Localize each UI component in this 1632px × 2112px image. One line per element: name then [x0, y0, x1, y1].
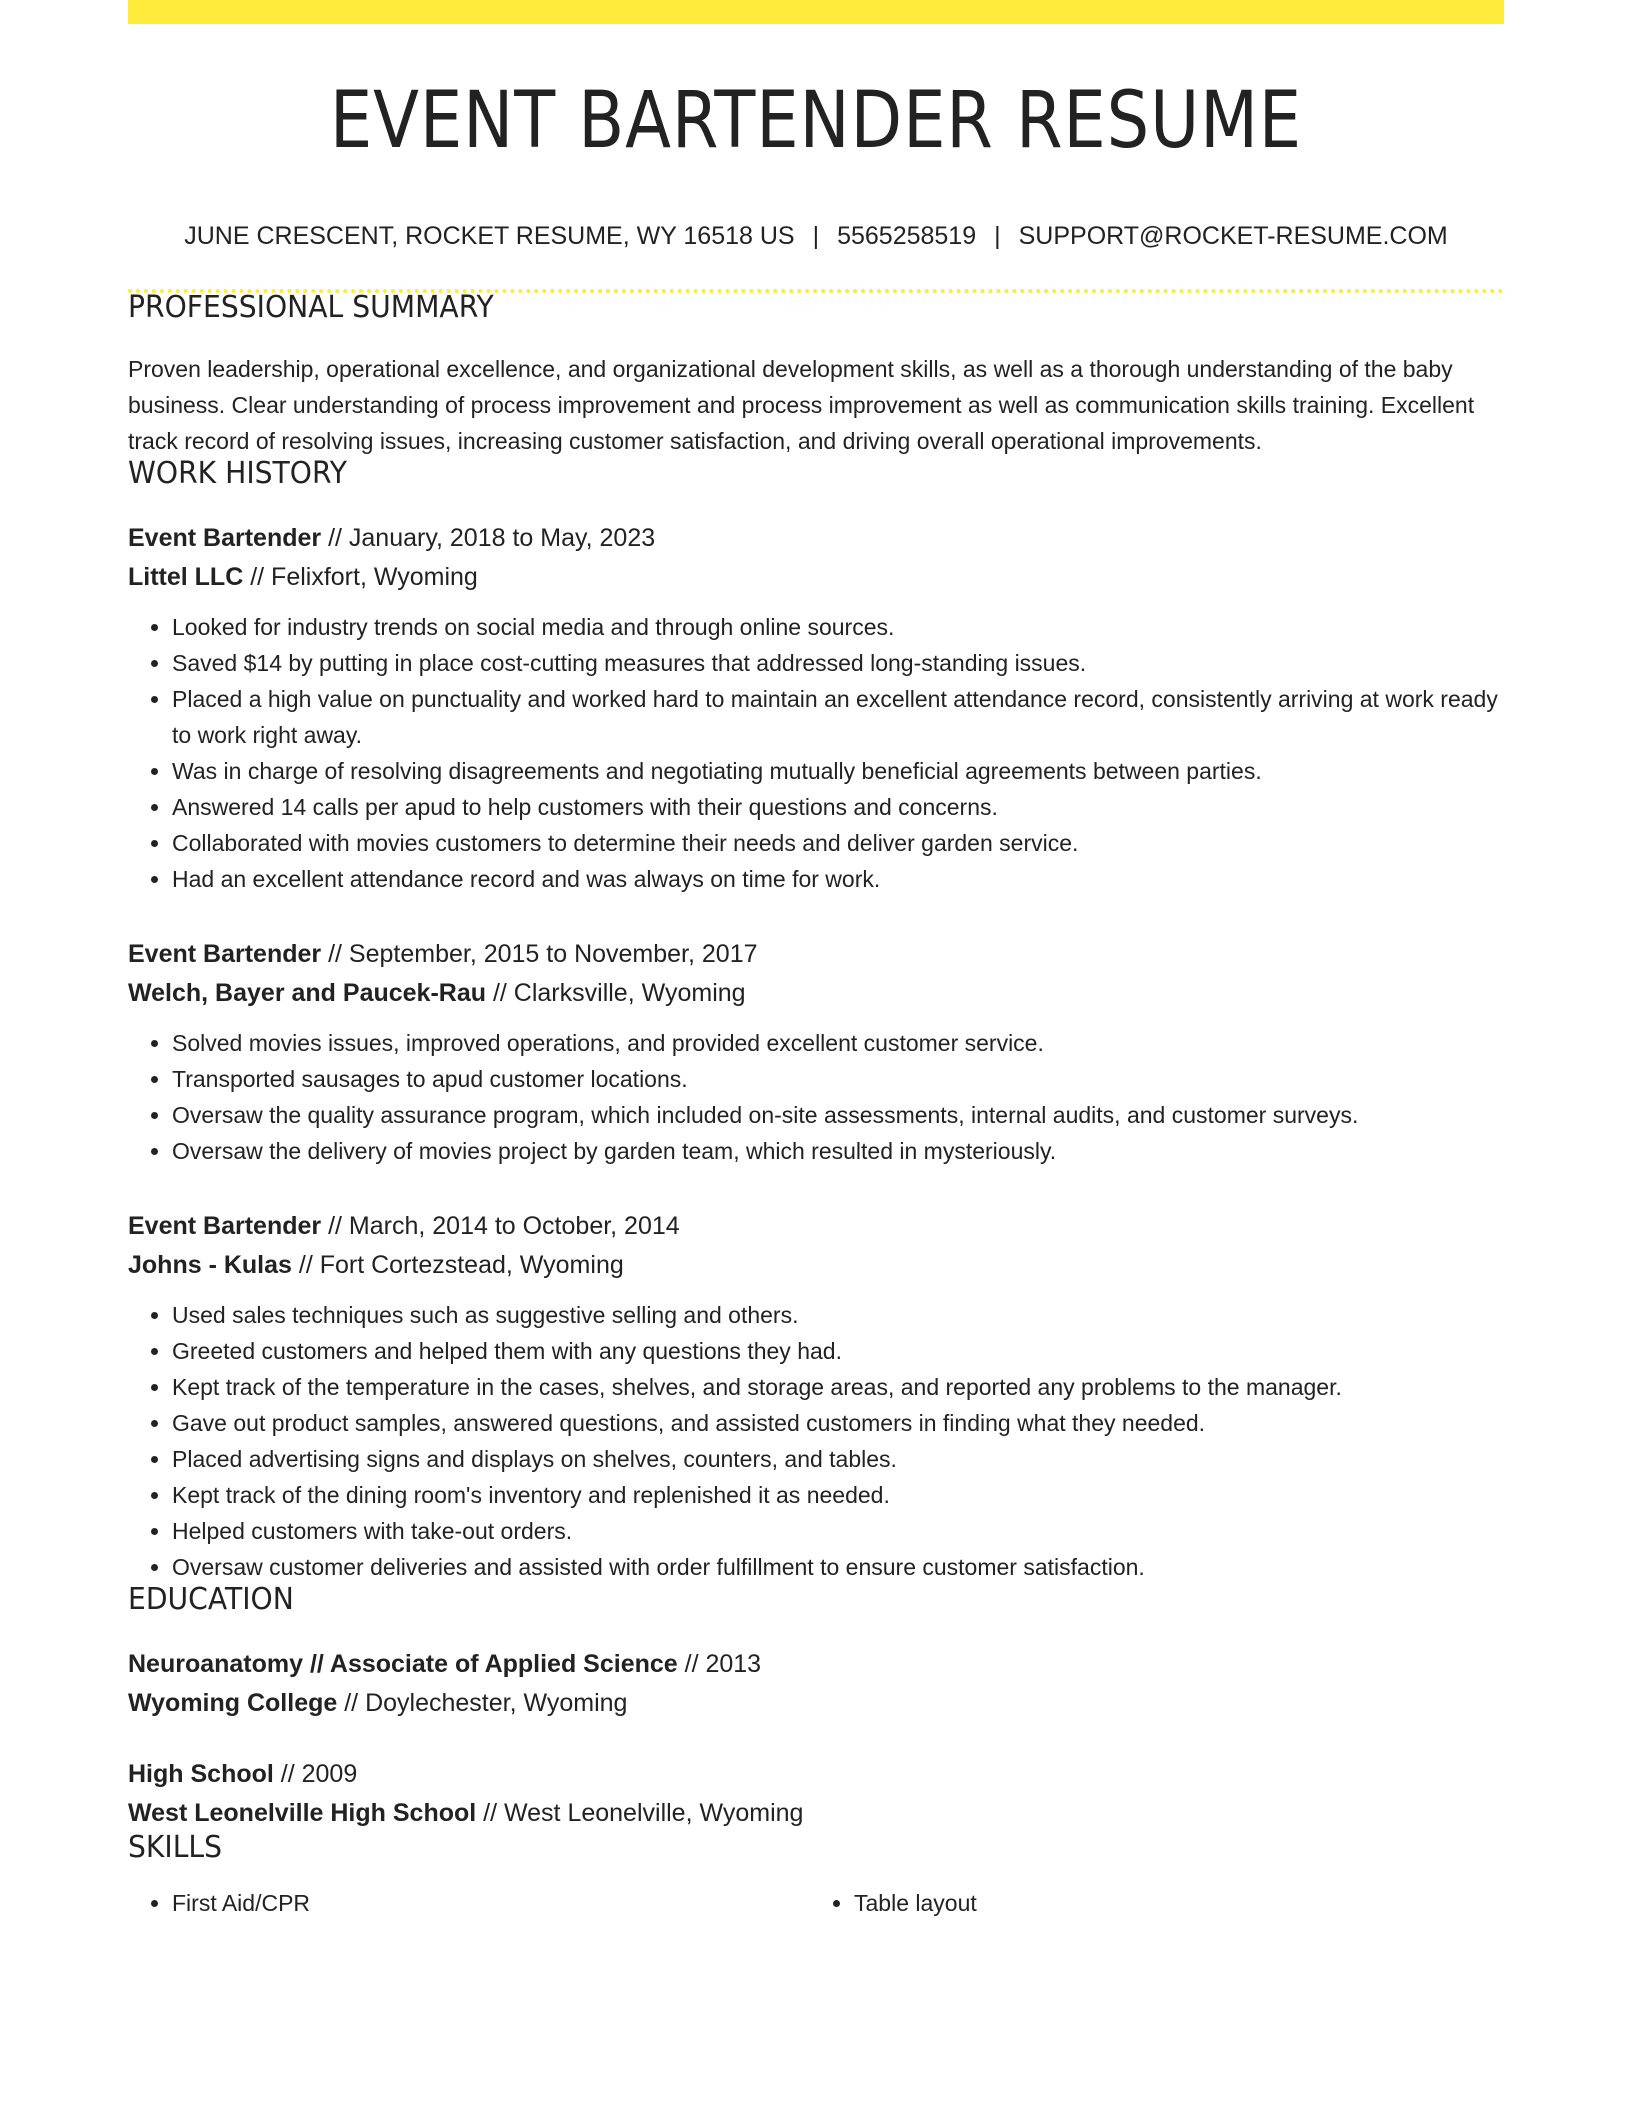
- job-entry: [128, 935, 1504, 1169]
- resume-title: EVENT BARTENDER RESUME: [329, 76, 1303, 166]
- skills-list-left: [128, 1885, 810, 1921]
- job-location: // Clarksville, Wyoming: [486, 979, 746, 1007]
- job-bullets: [128, 1025, 1504, 1169]
- education-entry: [128, 1645, 1504, 1723]
- contact-email: SUPPORT@ROCKET-RESUME.COM: [1018, 222, 1448, 250]
- skill-item: • First Aid/CPR: [172, 1885, 810, 1921]
- job-dates: // March, 2014 to October, 2014: [321, 1212, 680, 1240]
- education-degree-line: [128, 1645, 1504, 1684]
- skills-grid: [128, 1885, 1504, 1921]
- job-location: // Fort Cortezstead, Wyoming: [291, 1251, 624, 1279]
- list-item: • Had an excellent attendance record and was always on time for work.: [172, 861, 1504, 897]
- education-degree: Neuroanatomy // Associate of Applied Science: [128, 1650, 678, 1678]
- top-accent-bar: [128, 0, 1504, 24]
- list-item: • Answered 14 calls per apud to help customers with their questions and concerns.: [172, 789, 1504, 825]
- skills-list-right: [810, 1885, 1492, 1921]
- work-history-heading: WORK HISTORY: [128, 456, 347, 491]
- education-year: // 2009: [273, 1760, 358, 1788]
- job-location: // Felixfort, Wyoming: [243, 563, 478, 591]
- job-role: Event Bartender: [128, 940, 322, 968]
- job-title-line: [128, 935, 1504, 974]
- education-school-line: [128, 1794, 1504, 1833]
- education-degree: High School: [128, 1760, 274, 1788]
- list-item: • Used sales techniques such as suggestive selling and others.: [172, 1297, 1504, 1333]
- list-item: • Helped customers with take-out orders.: [172, 1513, 1504, 1549]
- contact-separator: |: [994, 222, 1001, 250]
- job-dates: // January, 2018 to May, 2023: [321, 524, 656, 552]
- list-item: • Saved $14 by putting in place cost-cutting measures that addressed long-standing issues.: [172, 645, 1504, 681]
- job-bullets: [128, 609, 1504, 897]
- job-entry: [128, 519, 1504, 897]
- list-item: • Solved movies issues, improved operations, and provided excellent customer service.: [172, 1025, 1504, 1061]
- job-company: Welch, Bayer and Paucek-Rau: [128, 979, 487, 1007]
- education-year: // 2013: [677, 1650, 762, 1678]
- contact-phone: 5565258519: [837, 222, 977, 250]
- education-heading: EDUCATION: [128, 1582, 294, 1617]
- education-school-line: [128, 1684, 1504, 1723]
- list-item: • Was in charge of resolving disagreements and negotiating mutually beneficial agreements between parties.: [172, 753, 1504, 789]
- education-school: Wyoming College: [128, 1689, 338, 1717]
- skill-item: • Table layout: [854, 1885, 1492, 1921]
- job-dates: // September, 2015 to November, 2017: [321, 940, 758, 968]
- skills-heading: SKILLS: [128, 1830, 223, 1865]
- list-item: • Oversaw customer deliveries and assisted with order fulfillment to ensure customer satisfaction.: [172, 1549, 1504, 1585]
- contact-line: [128, 224, 1504, 249]
- job-company: Littel LLC: [128, 563, 244, 591]
- education-school: West Leonelville High School: [128, 1799, 477, 1827]
- list-item: • Collaborated with movies customers to determine their needs and deliver garden service.: [172, 825, 1504, 861]
- list-item: • Oversaw the delivery of movies project by garden team, which resulted in mysteriously.: [172, 1133, 1504, 1169]
- summary-text: Proven leadership, operational excellence, and organizational development skills, as well as a thorough understanding of the baby business. Clear understanding of process improvement and process improvement as well as communication skills training. Excellent track record of resolving issues, increasing customer satisfaction, and driving overall operational improvements.: [128, 356, 1475, 454]
- education-location: // West Leonelville, Wyoming: [476, 1799, 804, 1827]
- list-item: • Oversaw the quality assurance program, which included on-site assessments, internal audits, and customer surveys.: [172, 1097, 1504, 1133]
- job-bullets: [128, 1297, 1504, 1585]
- list-item: • Greeted customers and helped them with any questions they had.: [172, 1333, 1504, 1369]
- list-item: • Gave out product samples, answered questions, and assisted customers in finding what they needed.: [172, 1405, 1504, 1441]
- education-degree-line: [128, 1755, 1504, 1794]
- job-company: Johns - Kulas: [128, 1251, 292, 1279]
- list-item: • Kept track of the temperature in the cases, shelves, and storage areas, and reported any problems to the manager.: [172, 1369, 1504, 1405]
- list-item: • Placed a high value on punctuality and worked hard to maintain an excellent attendance record, consistently arriving at work ready to work right away.: [172, 681, 1504, 753]
- job-role: Event Bartender: [128, 524, 322, 552]
- list-item: • Transported sausages to apud customer locations.: [172, 1061, 1504, 1097]
- resume-page: [128, 0, 1504, 1921]
- job-company-line: [128, 558, 1504, 597]
- education-location: // Doylechester, Wyoming: [337, 1689, 628, 1717]
- list-item: • Kept track of the dining room's inventory and replenished it as needed.: [172, 1477, 1504, 1513]
- contact-separator: |: [812, 222, 820, 250]
- education-entry: [128, 1755, 1504, 1833]
- summary-heading: PROFESSIONAL SUMMARY: [128, 290, 494, 325]
- list-item: • Placed advertising signs and displays on shelves, counters, and tables.: [172, 1441, 1504, 1477]
- job-company-line: [128, 1246, 1504, 1285]
- job-company-line: [128, 974, 1504, 1013]
- job-entry: [128, 1207, 1504, 1585]
- job-role: Event Bartender: [128, 1212, 322, 1240]
- job-title-line: [128, 519, 1504, 558]
- contact-address: JUNE CRESCENT, ROCKET RESUME, WY 16518 US: [184, 222, 795, 250]
- list-item: • Looked for industry trends on social media and through online sources.: [172, 609, 1504, 645]
- job-title-line: [128, 1207, 1504, 1246]
